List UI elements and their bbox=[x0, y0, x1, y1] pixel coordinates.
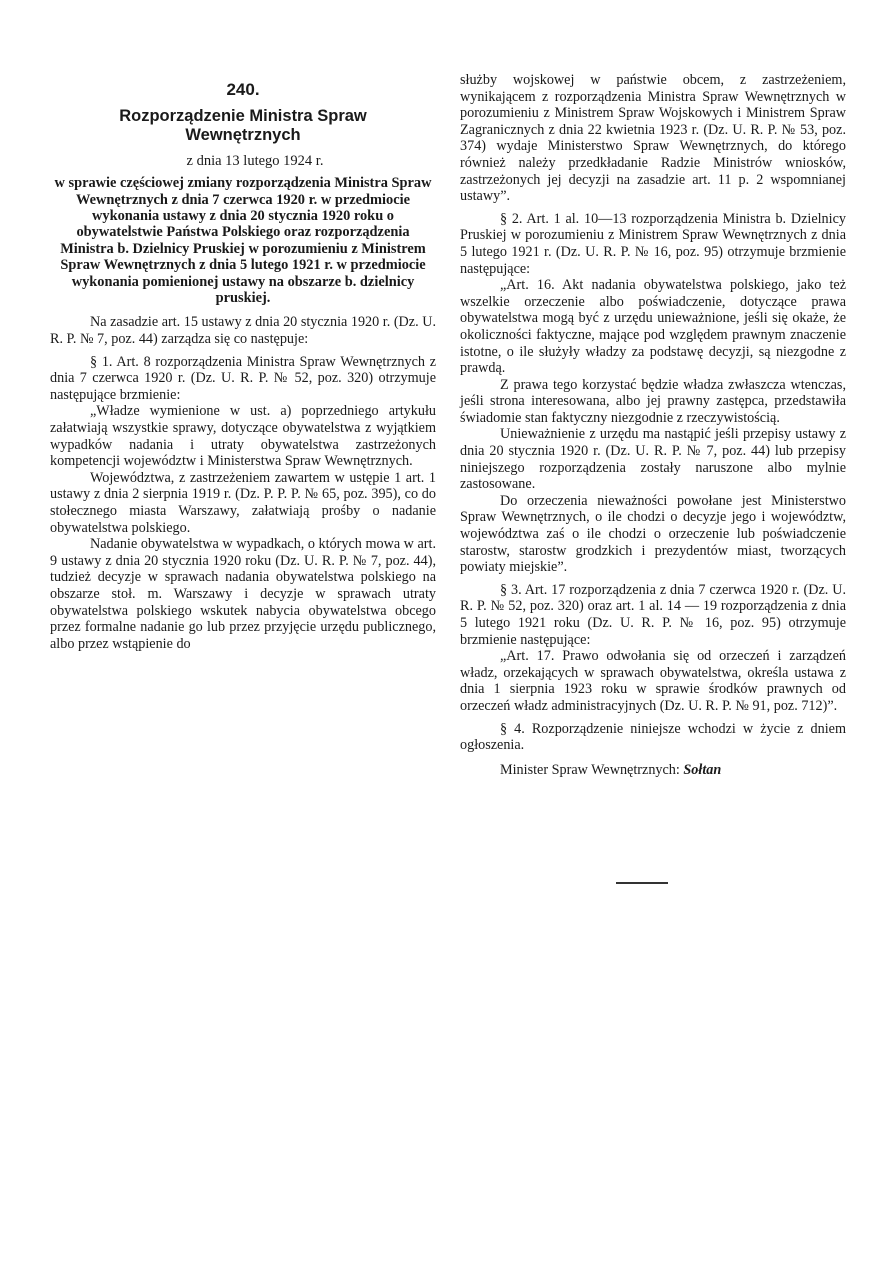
article-16-competence-paragraph: Do orzeczenia nieważności powołane jest Ministerstwo Spraw Wewnętrznych, o ile chodzi o decyzje jego i województw, województwa zaś o ile chodzi o orzeczenie lub poświadczenie starostw, starostw grodzkich i prezydentów miast, tworzących powiaty miejskie”. bbox=[460, 492, 846, 576]
section-1-paragraph: § 1. Art. 8 rozporządzenia Ministra Spraw Wewnętrznych z dnia 7 czerwca 1920 r. (Dz. U. R. P. № 52, poz. 320) otrzymuje następujące brzmienie: bbox=[50, 353, 436, 403]
article-16-authority-paragraph: Z prawa tego korzystać będzie władza zwłaszcza wtenczas, jeśli strona interesowana, albo jej prawny zastępca, przedstawiła świadomie stan faktyczny niezgodnie z rzeczywistością. bbox=[460, 376, 846, 426]
right-column bbox=[460, 72, 846, 778]
signature-name: Sołtan bbox=[683, 761, 722, 778]
article-16-annulment-paragraph: Unieważnienie z urzędu ma nastąpić jeśli przepisy ustawy z dnia 20 stycznia 1920 r. (Dz. U. R. P. № 7, poz. 44) lub przepisy niniejszego rozporządzenia zostały naruszone albo mylnie zastosowane. bbox=[460, 426, 846, 493]
section-2-paragraph: § 2. Art. 1 al. 10—13 rozporządzenia Ministra b. Dzielnicy Pruskiej w porozumieniu z Ministrem Spraw Wewnętrznych z dnia 5 lutego 1921 r. (Dz. U. R. P. № 16, poz. 95) otrzymuje brzmienie następujące: bbox=[460, 210, 846, 277]
article-8-granting-paragraph: Nadanie obywatelstwa w wypadkach, o których mowa w art. 9 ustawy z dnia 20 stycznia 1920 roku (Dz. U. R. P. № 7, poz. 44), tudzież decyzje w sprawach nadania obywatelstwa polskiego na obszarze stoł. m. Warszawy i decyzje w sprawach utraty obywatelstwa polskiego wskutek nabycia obywatelstwa obcego przez formalne nadanie go lub przez przyjęcie urzędu publicznego, albo przez wstąpienie do bbox=[50, 536, 436, 652]
closing-rule bbox=[616, 882, 668, 884]
signature-block bbox=[500, 762, 846, 779]
act-date: z dnia 13 lutego 1924 r. bbox=[186, 152, 324, 169]
left-column bbox=[50, 72, 436, 652]
act-number: 240. bbox=[226, 80, 260, 99]
act-title bbox=[50, 107, 436, 145]
article-17-quote-paragraph: „Art. 17. Prawo odwołania się od orzeczeń i zarządzeń władz, orzekających w sprawach obywatelstwa, określa ustawa z dnia 1 sierpnia 1923 roku w sprawie środków prawnych od orzeczeń władz administracyjnych (Dz. U. R. P. № 91, poz. 712)”. bbox=[460, 648, 846, 714]
article-8-continuation-paragraph: służby wojskowej w państwie obcem, z zastrzeżeniem, wynikającem z rozporządzenia Ministra Spraw Wewnętrznych w porozumieniu z Ministrem Spraw Wojskowych i Ministrem Spraw Zagranicznych z dnia 22 kwietnia 1923 r. (Dz. U. R. P. № 53, poz. 374) wydaje Ministerstwo Spraw Wewnętrznych, do którego również należy przedkładanie Radzie Ministrów wniosków, zastrzeżonych jej decyzji na zasadzie art. 11 p. 2 wspomnianej ustawy”. bbox=[460, 72, 846, 205]
section-3-paragraph: § 3. Art. 17 rozporządzenia z dnia 7 czerwca 1920 r. (Dz. U. R. P. № 52, poz. 320) oraz art. 1 al. 14 — 19 rozporządzenia z dnia 5 lutego 1921 roku (Dz. U. R. P. № 16, poz. 95) otrzymuje brzmienie następujące: bbox=[460, 581, 846, 648]
article-8-quote-paragraph: „Władze wymienione w ust. a) poprzedniego artykułu załatwiają wszystkie sprawy, dotyczące obywatelstwa z wyjątkiem wypadków nadania i utraty obywatelstwa zastrzeżonych kompetencji województw i Ministerstwa Spraw Wewnętrznych. bbox=[50, 403, 436, 470]
act-subject: w sprawie częściowej zmiany rozporządzenia Ministra Spraw Wewnętrznych z dnia 7 czerwca 1920 r. w przedmiocie wykonania ustawy z dnia 20 stycznia 1920 roku o obywatelstwie Państwa Polskiego oraz rozporządzenia Ministra b. Dzielnicy Pruskiej w porozumieniu z Ministrem Spraw Wewnętrznych z dnia 5 lutego 1921 r. w przedmiocie wykonania pomienionej ustawy na obszarze b. dzielnicy pruskiej. bbox=[54, 175, 432, 307]
act-title-line-2: Wewnętrznych bbox=[185, 125, 301, 144]
article-16-quote-paragraph: „Art. 16. Akt nadania obywatelstwa polskiego, jako też wszelkie orzeczenie albo poświadczenie, dotyczące prawa obywatelstwa mogą być z urzędu unieważnione, jeśli się okaże, że okoliczności faktyczne, mające pod względem prawnym znaczenie istotne, o ile służyły władzy za podstawę decyzji, są niezgodne z prawdą. bbox=[460, 277, 846, 377]
signature-role: Minister Spraw Wewnętrznych: bbox=[500, 761, 680, 778]
act-title-line-1: Rozporządzenie Ministra Spraw bbox=[119, 106, 367, 125]
section-4-paragraph: § 4. Rozporządzenie niniejsze wchodzi w życie z dniem ogłoszenia. bbox=[460, 720, 846, 754]
article-8-voivodeships-paragraph: Województwa, z zastrzeżeniem zawartem w ustępie 1 art. 1 ustawy z dnia 2 sierpnia 1919 r. (Dz. P. P. P. № 65, poz. 395), co do stołecznego miasta Warszawy, załatwiają prośby o nadanie obywatelstwa polskiego. bbox=[50, 469, 436, 536]
preamble-paragraph: Na zasadzie art. 15 ustawy z dnia 20 stycznia 1920 r. (Dz. U. R. P. № 7, poz. 44) zarządza się co następuje: bbox=[50, 314, 436, 348]
